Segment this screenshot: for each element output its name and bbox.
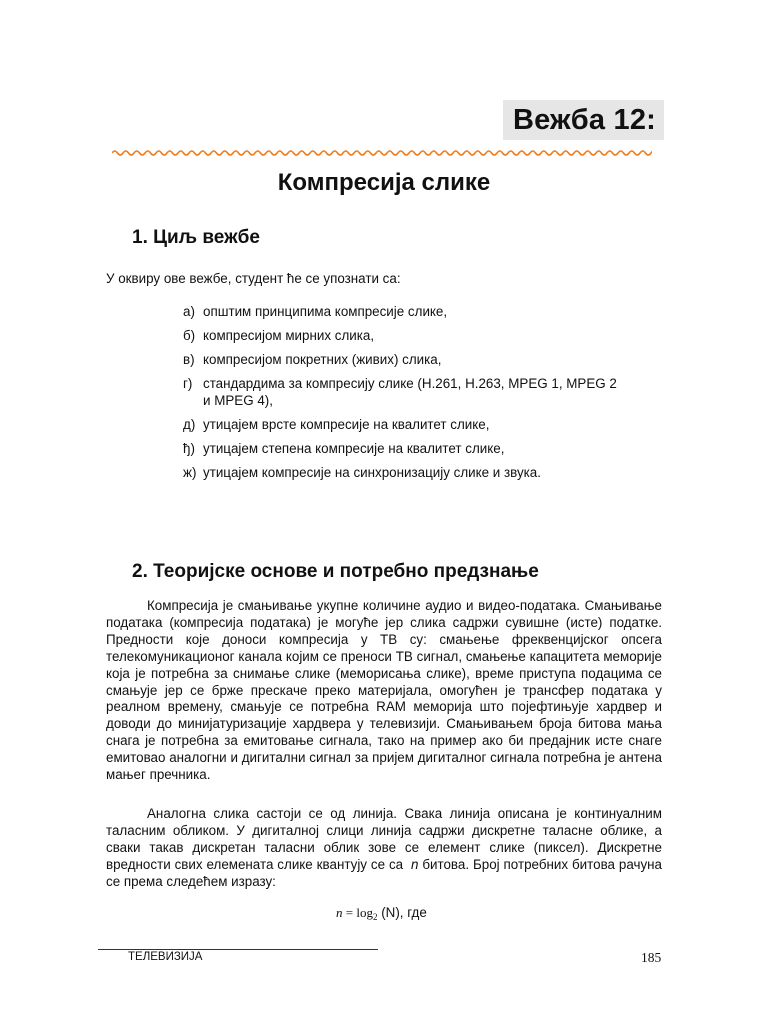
paragraph-text-tail: битова. Број потребних битова рачуна се према следећем изразу:: [106, 856, 663, 889]
exercise-label: Вежба 12:: [503, 100, 664, 140]
formula-argument: (N), где: [377, 905, 427, 920]
list-marker: д): [183, 417, 196, 432]
list-marker: ж): [183, 465, 197, 480]
list-marker: а): [183, 304, 195, 319]
list-marker: б): [183, 328, 196, 343]
goals-list: [183, 303, 623, 488]
section-heading-theory: 2. Теоријске основе и потребно предзнање: [132, 561, 539, 582]
list-marker: г): [183, 376, 193, 391]
theory-paragraph-1: Компресија је смањивање укупне количине аудио и видео-података. Смањивање података (компресија података) је могуће јер слика садржи сувишне (исте) податке. Предности које доноси компресија у ТВ су: смањење фреквенцијског опсега телекомуникационог канала којим се преноси ТВ сигнал, смањење капацитета меморије која је потребна за снимање слике (меморисања слике), време приступа подацима се смањује јер се брже прескаче преко материјала, омогућен је трансфер података у реалном времену, смањује се потребна RAM меморија што појефтињује хардвер и доводи до минијатуризације хардвера у телевизији. Смањивањем броја битова мања снага је потребна за емитовање сигнала, тако на пример ако би предајник исте снаге емитовао аналогни и дигитални сигнал за пријем дигиталног сигнала потребна је антена мањег пречника.: [106, 598, 662, 783]
list-item-text: компресијом покретних (живих) слика,: [203, 352, 442, 367]
section-heading-goals: 1. Циљ вежбе: [132, 227, 260, 248]
goals-intro: У оквиру ове вежбе, студент ће се упознати са:: [106, 271, 401, 286]
list-marker: в): [183, 352, 195, 367]
list-item-text: утицајем врсте компресије на квалитет слике,: [203, 417, 490, 432]
list-item: [183, 464, 623, 481]
list-item: [183, 327, 623, 344]
page-number: 185: [641, 950, 662, 965]
list-item-text: општим принципима компресије слике,: [203, 304, 448, 319]
list-item-text: утицајем степена компресије на квалитет слике,: [203, 441, 505, 456]
list-item: [183, 351, 623, 368]
list-item-text: утицајем компресије на синхронизацију слике и звука.: [203, 465, 541, 480]
list-item: [183, 440, 623, 457]
list-item: [183, 416, 623, 433]
formula: [336, 904, 427, 926]
list-marker: ђ): [183, 441, 195, 456]
list-item: [183, 303, 623, 320]
list-item: [183, 375, 623, 409]
variable-n: n: [410, 856, 419, 872]
page-title: Компресија слике: [277, 169, 491, 196]
theory-paragraph-2: [106, 806, 662, 891]
decorative-wave-rule: [112, 146, 652, 160]
formula-lhs: n: [336, 905, 343, 920]
list-item-text: стандардима за компресију слике (H.261, H.263, MPEG 1, MPEG 2 и MPEG 4),: [203, 376, 617, 408]
wave-path: [112, 151, 652, 155]
paragraph-text: Аналогна слика састоји се од линија. Свака линија описана је континуалним таласним обликом. У дигиталној слици линија садржи дискретне таласне облике, а сваки такав дискретан таласни облик зове се елемент слике (пиксел). Дискретне вредности свих елемената слике квантују се са: [106, 806, 662, 872]
footer-book-title: ТЕЛЕВИЗИЈА: [128, 951, 203, 963]
formula-base: 2: [372, 912, 378, 922]
formula-log: log: [356, 905, 373, 920]
list-item-text: компресијом мирних слика,: [203, 328, 375, 343]
formula-equals: =: [342, 905, 357, 920]
